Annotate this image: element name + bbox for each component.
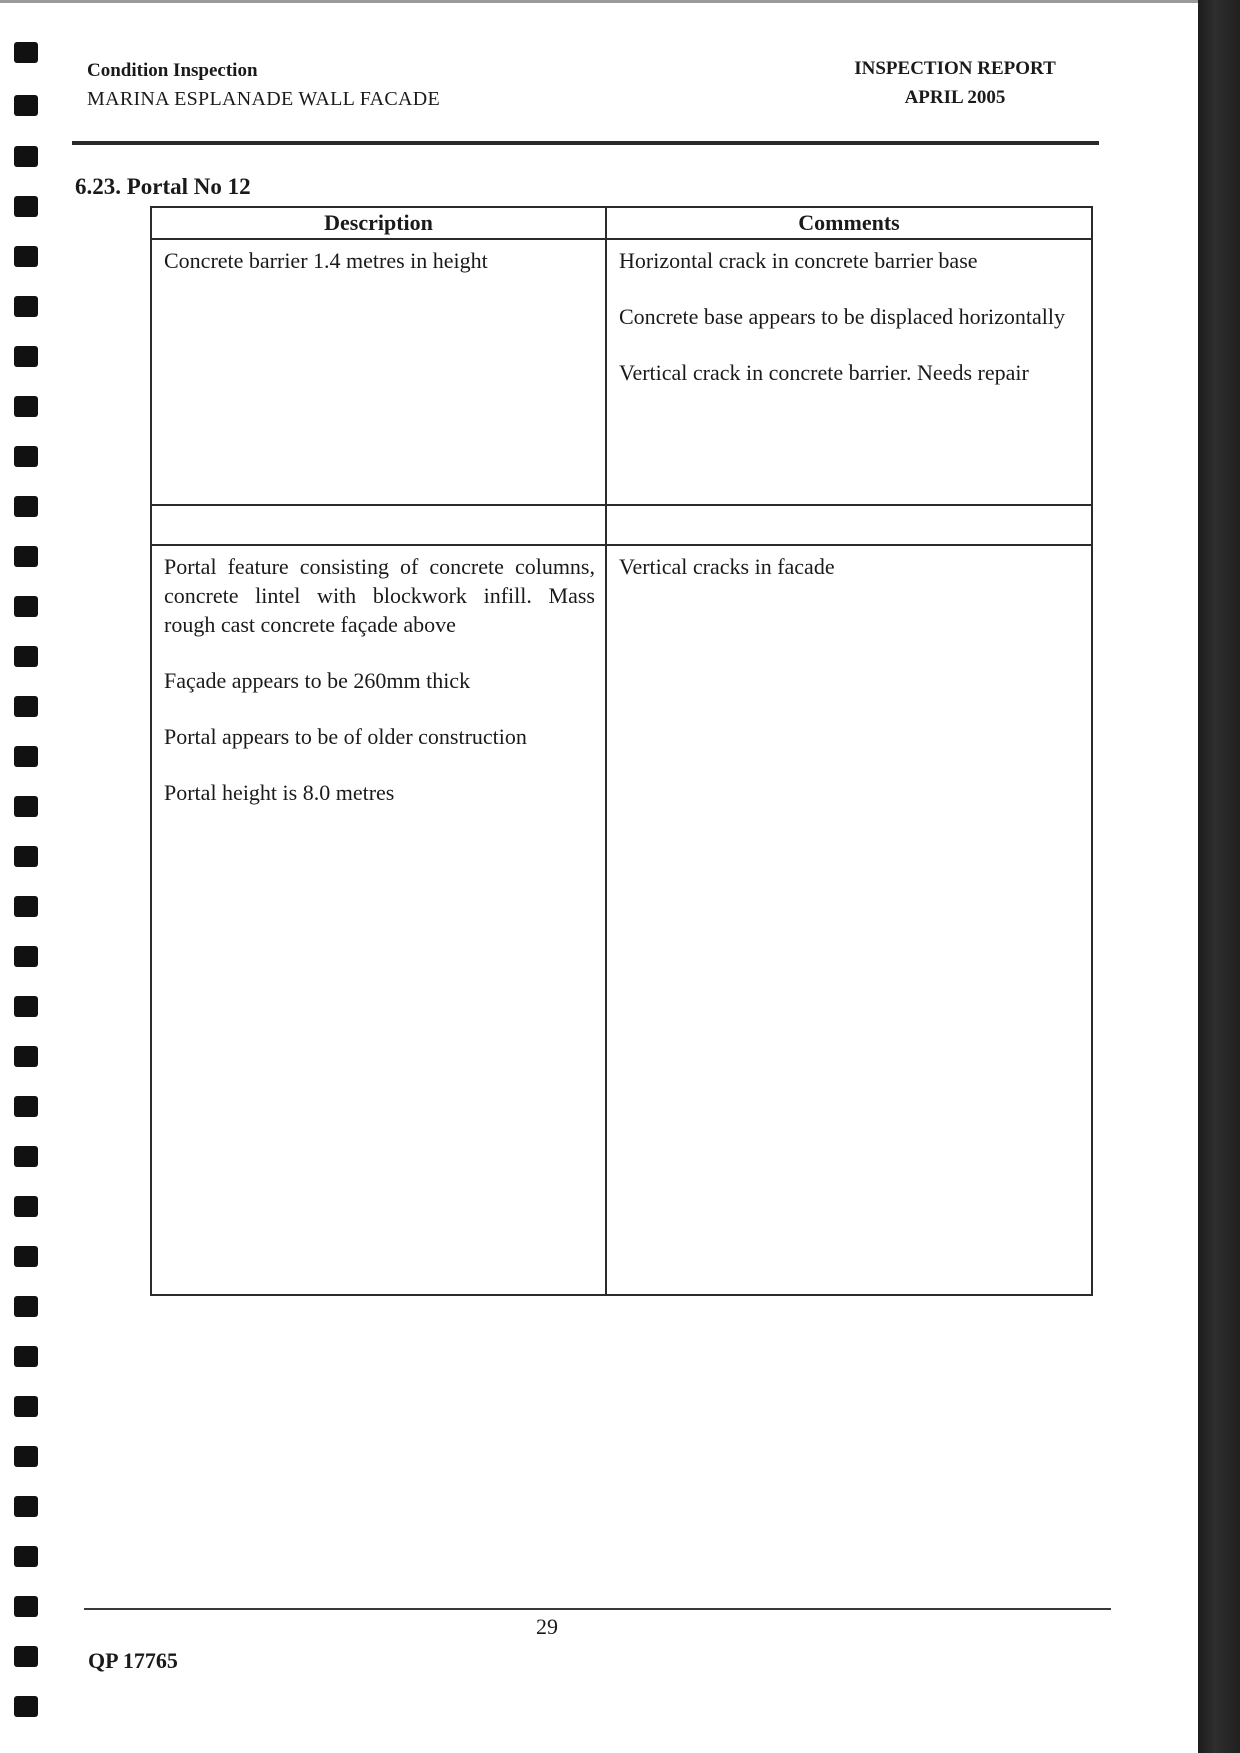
punch-hole [14,246,38,267]
comment-text: Vertical cracks in facade [619,554,835,579]
punch-hole [14,746,38,767]
document-reference: QP 17765 [88,1648,178,1673]
description-cell [151,545,606,1295]
description-text: Portal height is 8.0 metres [164,780,395,805]
punch-hole [14,95,38,116]
table-spacer-row [151,505,1092,545]
comments-cell [606,239,1092,505]
comment-text: Concrete base appears to be displaced horizontally [619,304,1065,329]
punch-hole [14,996,38,1017]
punch-hole [14,346,38,367]
description-text: Façade appears to be 260mm thick [164,668,471,693]
punch-hole [14,896,38,917]
punch-hole [14,1346,38,1367]
inspection-table-container [150,206,1100,1296]
punch-hole [14,396,38,417]
column-header-comments: Comments [606,207,1092,239]
description-text: Concrete barrier 1.4 metres in height [164,248,488,273]
report-date: APRIL 2005 [904,87,1006,108]
punch-hole [14,946,38,967]
punch-hole [14,1696,38,1717]
report-title: INSPECTION REPORT [854,58,1056,79]
punch-hole [14,196,38,217]
punch-hole [14,146,38,167]
project-name: MARINA ESPLANADE WALL FACADE [87,88,441,110]
punch-hole [14,1146,38,1167]
binding-punch-holes [14,0,42,1753]
scanner-binding-strip [1198,0,1240,1753]
punch-hole [14,1046,38,1067]
description-text: Portal appears to be of older construction [164,724,527,749]
footer-divider [84,1608,1111,1610]
punch-hole [14,1246,38,1267]
punch-hole [14,646,38,667]
section-title: 6.23. Portal No 12 [75,174,251,199]
empty-cell [151,505,606,545]
punch-hole [14,696,38,717]
punch-hole [14,1596,38,1617]
punch-hole [14,596,38,617]
punch-hole [14,1446,38,1467]
comment-text: Vertical crack in concrete barrier. Needs repair [619,360,1029,385]
punch-hole [14,1396,38,1417]
punch-hole [14,1296,38,1317]
empty-cell [606,505,1092,545]
punch-hole [14,42,38,63]
punch-hole [14,1546,38,1567]
punch-hole [14,1096,38,1117]
punch-hole [14,296,38,317]
punch-hole [14,1196,38,1217]
description-cell [151,239,606,505]
punch-hole [14,1496,38,1517]
header-left [87,58,440,114]
page-top-edge [0,0,1198,3]
punch-hole [14,796,38,817]
punch-hole [14,846,38,867]
header-divider [72,141,1099,145]
page-number: 29 [536,1614,558,1639]
comments-cell [606,545,1092,1295]
table-header-row [151,207,1092,239]
comment-text: Horizontal crack in concrete barrier base [619,248,978,273]
punch-hole [14,1646,38,1667]
table-row [151,239,1092,505]
table-row [151,545,1092,1295]
punch-hole [14,496,38,517]
inspection-table [150,206,1093,1296]
punch-hole [14,446,38,467]
report-type: Condition Inspection [87,60,258,81]
description-text: Portal feature consisting of concrete columns, concrete lintel with blockwork infill. Mass rough cast concrete façade above [164,554,595,637]
punch-hole [14,546,38,567]
column-header-description: Description [151,207,606,239]
header-right [850,54,1060,112]
